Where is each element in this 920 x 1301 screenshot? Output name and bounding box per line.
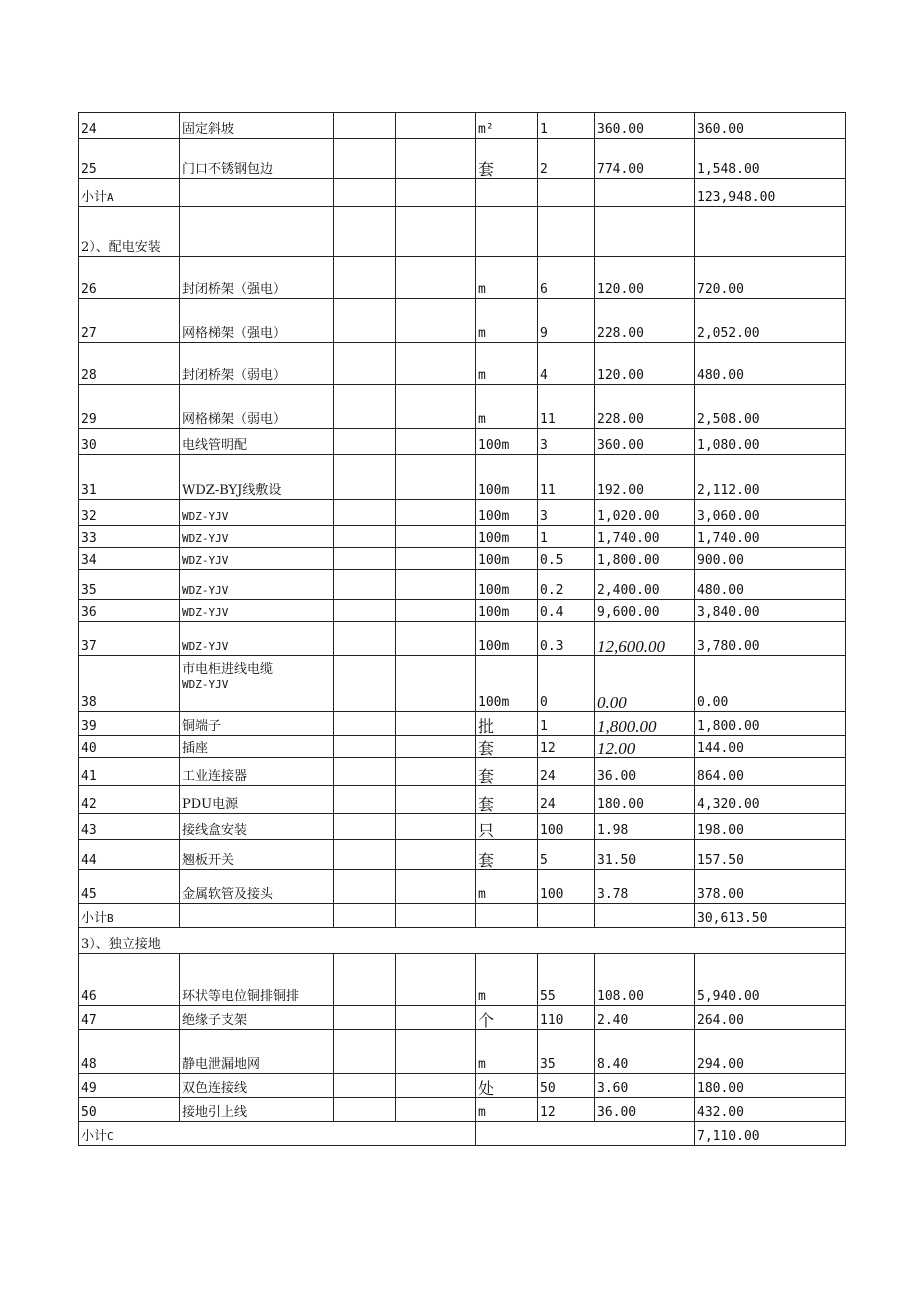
table-row	[79, 758, 846, 786]
item-name-cell: 静电泄漏地网	[180, 1030, 334, 1074]
quantity-cell: 3	[538, 500, 595, 526]
line-total-cell: 378.00	[695, 870, 846, 904]
unit-cell: 100m	[476, 500, 538, 526]
section-row	[79, 928, 846, 954]
blank-cell	[396, 113, 476, 139]
blank-cell	[396, 656, 476, 712]
unit-cell: m	[476, 1030, 538, 1074]
blank-cell	[334, 758, 396, 786]
blank-cell	[334, 1074, 396, 1098]
table-row	[79, 385, 846, 429]
blank-cell	[396, 548, 476, 570]
blank-cell	[180, 179, 334, 207]
item-number-cell: 25	[79, 139, 180, 179]
line-total-cell: 720.00	[695, 257, 846, 299]
table-row	[79, 1098, 846, 1122]
item-number-cell: 31	[79, 455, 180, 500]
blank-cell	[396, 1006, 476, 1030]
unit-price-cell: 360.00	[595, 113, 695, 139]
subtotal-label-letter: A	[107, 191, 114, 204]
blank-cell	[538, 179, 595, 207]
item-name-cell: 网格梯架（弱电）	[180, 385, 334, 429]
line-total-cell: 2,508.00	[695, 385, 846, 429]
line-total-cell: 2,052.00	[695, 299, 846, 343]
blank-cell	[334, 500, 396, 526]
blank-cell	[695, 207, 846, 257]
line-total-cell: 3,780.00	[695, 622, 846, 656]
item-name-cell: WDZ-YJV	[180, 526, 334, 548]
blank-cell	[334, 179, 396, 207]
line-total-cell: 264.00	[695, 1006, 846, 1030]
unit-cell: 100m	[476, 656, 538, 712]
blank-cell	[334, 455, 396, 500]
line-total-cell: 198.00	[695, 814, 846, 840]
item-name-cell: 铜端子	[180, 712, 334, 736]
item-name-cell: WDZ-YJV	[180, 600, 334, 622]
blank-cell	[334, 139, 396, 179]
unit-price-cell: 3.60	[595, 1074, 695, 1098]
blank-cell	[334, 814, 396, 840]
blank-cell	[180, 207, 334, 257]
quantity-cell: 4	[538, 343, 595, 385]
table-row	[79, 548, 846, 570]
section-heading: 3）、独立接地	[79, 928, 846, 954]
table-row	[79, 656, 846, 712]
unit-cell: m	[476, 299, 538, 343]
table-row	[79, 954, 846, 1006]
table-row	[79, 570, 846, 600]
item-name-cell: PDU电源	[180, 786, 334, 814]
item-name-cell: 门口不锈钢包边	[180, 139, 334, 179]
unit-cell: 批	[476, 712, 538, 736]
blank-cell	[396, 1074, 476, 1098]
quotation-table	[78, 112, 846, 1146]
table-row	[79, 113, 846, 139]
unit-price-cell: 31.50	[595, 840, 695, 870]
unit-price-cell: 9,600.00	[595, 600, 695, 622]
line-total-cell: 2,112.00	[695, 455, 846, 500]
table-body	[79, 113, 846, 1146]
subtotal-label-cn: 小计	[81, 1129, 108, 1144]
blank-cell	[334, 207, 396, 257]
item-number-cell: 47	[79, 1006, 180, 1030]
line-total-cell: 1,548.00	[695, 139, 846, 179]
line-total-cell: 3,060.00	[695, 500, 846, 526]
unit-price-cell: 1.98	[595, 814, 695, 840]
subtotal-row	[79, 179, 846, 207]
unit-cell: 套	[476, 786, 538, 814]
item-name-cell: 封闭桥架（强电）	[180, 257, 334, 299]
blank-cell	[396, 179, 476, 207]
blank-cell	[334, 1030, 396, 1074]
blank-cell	[334, 870, 396, 904]
blank-cell	[396, 385, 476, 429]
blank-cell	[595, 179, 695, 207]
item-name-cell: 工业连接器	[180, 758, 334, 786]
table-row	[79, 429, 846, 455]
quantity-cell: 100	[538, 814, 595, 840]
blank-cell	[396, 786, 476, 814]
blank-cell	[396, 814, 476, 840]
quantity-cell: 55	[538, 954, 595, 1006]
blank-cell	[396, 870, 476, 904]
unit-cell: m	[476, 385, 538, 429]
unit-cell: 100m	[476, 600, 538, 622]
item-name-cell: 网格梯架（强电）	[180, 299, 334, 343]
table-row	[79, 257, 846, 299]
section-row	[79, 207, 846, 257]
item-name-cell: WDZ-YJV	[180, 548, 334, 570]
unit-cell: 100m	[476, 622, 538, 656]
item-number-cell: 45	[79, 870, 180, 904]
blank-cell	[396, 500, 476, 526]
item-number-cell: 41	[79, 758, 180, 786]
unit-cell: 只	[476, 814, 538, 840]
unit-price-cell: 36.00	[595, 758, 695, 786]
blank-cell	[476, 207, 538, 257]
quantity-cell: 2	[538, 139, 595, 179]
quantity-cell: 12	[538, 736, 595, 758]
item-name-cell	[180, 656, 334, 712]
blank-cell	[396, 429, 476, 455]
section-heading: 2）、配电安装	[79, 207, 180, 257]
item-number-cell: 32	[79, 500, 180, 526]
blank-cell	[538, 904, 595, 928]
subtotal-label-cn: 小计	[81, 190, 108, 205]
blank-cell	[396, 758, 476, 786]
line-total-cell: 1,800.00	[695, 712, 846, 736]
quantity-cell: 0.4	[538, 600, 595, 622]
quantity-cell: 0.3	[538, 622, 595, 656]
blank-cell	[595, 207, 695, 257]
blank-cell	[476, 904, 538, 928]
blank-cell	[334, 1006, 396, 1030]
subtotal-label	[79, 904, 180, 928]
table-row	[79, 500, 846, 526]
table-row	[79, 600, 846, 622]
blank-cell	[334, 429, 396, 455]
blank-cell	[396, 1098, 476, 1122]
blank-cell	[396, 526, 476, 548]
blank-cell	[334, 736, 396, 758]
item-number-cell: 26	[79, 257, 180, 299]
item-name-cell: 插座	[180, 736, 334, 758]
blank-cell	[334, 840, 396, 870]
table-row	[79, 840, 846, 870]
unit-price-cell: 1,740.00	[595, 526, 695, 548]
blank-cell	[396, 736, 476, 758]
unit-cell: 套	[476, 840, 538, 870]
line-total-cell: 480.00	[695, 570, 846, 600]
blank-cell	[396, 299, 476, 343]
table-row	[79, 1074, 846, 1098]
line-total-cell: 480.00	[695, 343, 846, 385]
blank-cell	[396, 840, 476, 870]
item-name-cell: 金属软管及接头	[180, 870, 334, 904]
item-name-cell: 固定斜坡	[180, 113, 334, 139]
blank-cell	[334, 622, 396, 656]
quantity-cell: 0.2	[538, 570, 595, 600]
table-row	[79, 814, 846, 840]
blank-cell	[334, 786, 396, 814]
quantity-cell: 9	[538, 299, 595, 343]
unit-cell: 处	[476, 1074, 538, 1098]
blank-cell	[396, 455, 476, 500]
unit-price-cell: 3.78	[595, 870, 695, 904]
unit-price-cell: 108.00	[595, 954, 695, 1006]
item-number-cell: 29	[79, 385, 180, 429]
blank-cell	[334, 113, 396, 139]
quantity-cell: 0	[538, 656, 595, 712]
unit-price-cell: 1,800.00	[595, 712, 695, 736]
table-row	[79, 736, 846, 758]
subtotal-value: 7,110.00	[695, 1122, 846, 1146]
item-number-cell: 38	[79, 656, 180, 712]
item-number-cell: 27	[79, 299, 180, 343]
item-name-cell: 双色连接线	[180, 1074, 334, 1098]
item-number-cell: 30	[79, 429, 180, 455]
line-total-cell: 5,940.00	[695, 954, 846, 1006]
unit-price-cell: 192.00	[595, 455, 695, 500]
unit-price-cell: 0.00	[595, 656, 695, 712]
subtotal-value: 30,613.50	[695, 904, 846, 928]
table-row	[79, 712, 846, 736]
unit-price-cell: 1,020.00	[595, 500, 695, 526]
blank-cell	[396, 622, 476, 656]
quantity-cell: 5	[538, 840, 595, 870]
blank-cell	[334, 904, 396, 928]
line-total-cell: 432.00	[695, 1098, 846, 1122]
line-total-cell: 294.00	[695, 1030, 846, 1074]
table-row	[79, 622, 846, 656]
item-name-cell: 翘板开关	[180, 840, 334, 870]
line-total-cell: 1,740.00	[695, 526, 846, 548]
subtotal-label-letter: C	[107, 1130, 114, 1143]
blank-cell	[334, 299, 396, 343]
item-number-cell: 35	[79, 570, 180, 600]
unit-price-cell: 120.00	[595, 343, 695, 385]
blank-cell	[334, 570, 396, 600]
unit-price-cell: 774.00	[595, 139, 695, 179]
unit-price-cell: 2,400.00	[595, 570, 695, 600]
item-name-main: 市电柜进线电缆	[182, 662, 274, 677]
unit-price-cell: 12.00	[595, 736, 695, 758]
item-number-cell: 50	[79, 1098, 180, 1122]
unit-price-cell: 1,800.00	[595, 548, 695, 570]
blank-cell	[396, 954, 476, 1006]
quantity-cell: 24	[538, 758, 595, 786]
table-row	[79, 1030, 846, 1074]
blank-cell	[476, 1122, 695, 1146]
unit-cell: 个	[476, 1006, 538, 1030]
item-name-cell: WDZ-YJV	[180, 500, 334, 526]
blank-cell	[334, 600, 396, 622]
line-total-cell: 3,840.00	[695, 600, 846, 622]
line-total-cell: 4,320.00	[695, 786, 846, 814]
quantity-cell: 3	[538, 429, 595, 455]
subtotal-row	[79, 904, 846, 928]
line-total-cell: 180.00	[695, 1074, 846, 1098]
blank-cell	[396, 904, 476, 928]
item-name-cell: 接线盒安装	[180, 814, 334, 840]
item-name-cell: 封闭桥架（弱电）	[180, 343, 334, 385]
quantity-cell: 24	[538, 786, 595, 814]
item-name-cell: 环状等电位铜排铜排	[180, 954, 334, 1006]
quantity-cell: 110	[538, 1006, 595, 1030]
unit-cell: m	[476, 343, 538, 385]
quantity-cell: 35	[538, 1030, 595, 1074]
table-row	[79, 526, 846, 548]
unit-cell: 100m	[476, 570, 538, 600]
blank-cell	[396, 343, 476, 385]
unit-price-cell: 8.40	[595, 1030, 695, 1074]
unit-price-cell: 12,600.00	[595, 622, 695, 656]
quantity-cell: 6	[538, 257, 595, 299]
item-number-cell: 37	[79, 622, 180, 656]
table-row	[79, 299, 846, 343]
item-number-cell: 40	[79, 736, 180, 758]
unit-cell: 套	[476, 736, 538, 758]
unit-price-cell: 36.00	[595, 1098, 695, 1122]
blank-cell	[476, 179, 538, 207]
item-number-cell: 44	[79, 840, 180, 870]
line-total-cell: 0.00	[695, 656, 846, 712]
unit-cell: m	[476, 870, 538, 904]
subtotal-label-letter: B	[107, 912, 114, 925]
item-number-cell: 39	[79, 712, 180, 736]
blank-cell	[334, 548, 396, 570]
blank-cell	[334, 1098, 396, 1122]
blank-cell	[396, 1030, 476, 1074]
unit-price-cell: 180.00	[595, 786, 695, 814]
unit-price-cell: 120.00	[595, 257, 695, 299]
item-name-cell: WDZ-YJV	[180, 622, 334, 656]
blank-cell	[396, 712, 476, 736]
blank-cell	[334, 257, 396, 299]
unit-cell: 100m	[476, 455, 538, 500]
unit-price-cell: 228.00	[595, 385, 695, 429]
line-total-cell: 864.00	[695, 758, 846, 786]
quantity-cell: 12	[538, 1098, 595, 1122]
item-name-cell: 电线管明配	[180, 429, 334, 455]
line-total-cell: 360.00	[695, 113, 846, 139]
blank-cell	[334, 656, 396, 712]
blank-cell	[396, 600, 476, 622]
blank-cell	[180, 904, 334, 928]
unit-cell: 套	[476, 139, 538, 179]
item-number-cell: 46	[79, 954, 180, 1006]
quantity-cell: 0.5	[538, 548, 595, 570]
table-row	[79, 786, 846, 814]
line-total-cell: 1,080.00	[695, 429, 846, 455]
line-total-cell: 144.00	[695, 736, 846, 758]
quantity-cell: 1	[538, 526, 595, 548]
blank-cell	[334, 954, 396, 1006]
unit-cell: m	[476, 1098, 538, 1122]
unit-cell: m	[476, 954, 538, 1006]
item-name-sub: WDZ-YJV	[182, 678, 229, 691]
item-number-cell: 42	[79, 786, 180, 814]
item-number-cell: 49	[79, 1074, 180, 1098]
blank-cell	[334, 712, 396, 736]
item-number-cell: 48	[79, 1030, 180, 1074]
blank-cell	[396, 570, 476, 600]
subtotal-row	[79, 1122, 846, 1146]
unit-cell: m	[476, 257, 538, 299]
line-total-cell: 157.50	[695, 840, 846, 870]
unit-cell: 100m	[476, 548, 538, 570]
quantity-cell: 11	[538, 455, 595, 500]
unit-price-cell: 360.00	[595, 429, 695, 455]
quantity-cell: 1	[538, 113, 595, 139]
item-number-cell: 28	[79, 343, 180, 385]
quantity-cell: 11	[538, 385, 595, 429]
blank-cell	[595, 904, 695, 928]
unit-cell: 100m	[476, 429, 538, 455]
blank-cell	[334, 343, 396, 385]
item-number-cell: 43	[79, 814, 180, 840]
quantity-cell: 50	[538, 1074, 595, 1098]
item-number-cell: 24	[79, 113, 180, 139]
item-number-cell: 36	[79, 600, 180, 622]
item-name-cell: WDZ-BYJ线敷设	[180, 455, 334, 500]
subtotal-value: 123,948.00	[695, 179, 846, 207]
subtotal-label	[79, 179, 180, 207]
item-number-cell: 34	[79, 548, 180, 570]
blank-cell	[538, 207, 595, 257]
table-row	[79, 870, 846, 904]
subtotal-label	[79, 1122, 476, 1146]
item-number-cell: 33	[79, 526, 180, 548]
item-name-cell: WDZ-YJV	[180, 570, 334, 600]
unit-cell: 套	[476, 758, 538, 786]
subtotal-label-cn: 小计	[81, 911, 108, 926]
unit-cell: 100m	[476, 526, 538, 548]
unit-price-cell: 2.40	[595, 1006, 695, 1030]
line-total-cell: 900.00	[695, 548, 846, 570]
table-row	[79, 455, 846, 500]
blank-cell	[334, 385, 396, 429]
unit-cell: m²	[476, 113, 538, 139]
quantity-cell: 1	[538, 712, 595, 736]
blank-cell	[334, 526, 396, 548]
table-row	[79, 343, 846, 385]
blank-cell	[396, 139, 476, 179]
unit-price-cell: 228.00	[595, 299, 695, 343]
blank-cell	[396, 207, 476, 257]
table-row	[79, 1006, 846, 1030]
item-name-cell: 绝缘子支架	[180, 1006, 334, 1030]
item-name-cell: 接地引上线	[180, 1098, 334, 1122]
table-row	[79, 139, 846, 179]
blank-cell	[396, 257, 476, 299]
quantity-cell: 100	[538, 870, 595, 904]
